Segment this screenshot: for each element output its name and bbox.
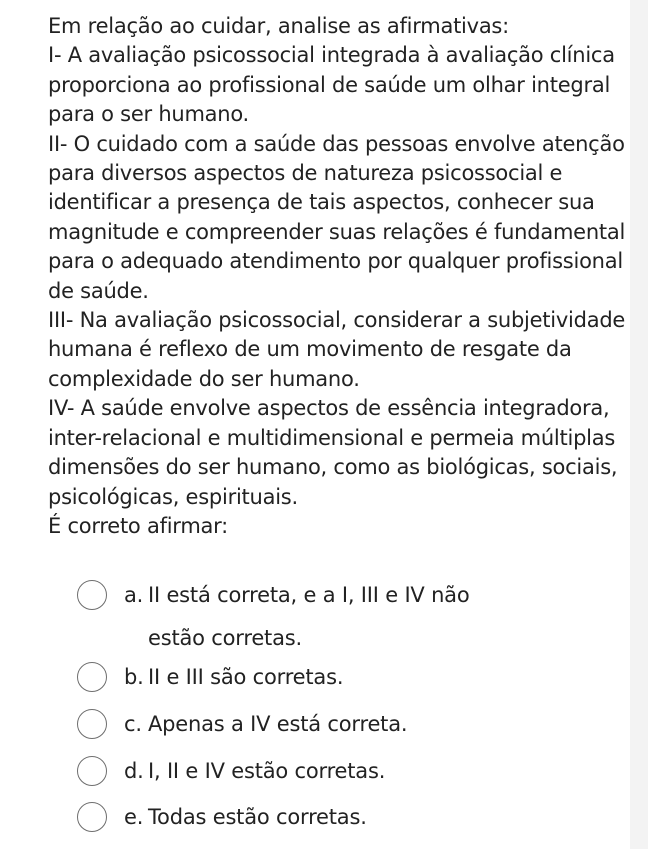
statement-iv: IV- A saúde envolve aspectos de essência integradora, inter-relacional e multidimensional e permeia múltiplas dimensões do ser humano, como as biológicas, sociais, psicológicas, espirituais. [48, 396, 618, 509]
option-label[interactable]: II está correta, e a I, III e IV não estão corretas. [148, 583, 470, 650]
statement-iii: III- Na avaliação psicossocial, considerar a subjetividade humana é reflexo de um movimento de resgate da complexidade do ser humano. [48, 308, 626, 391]
question-prompt: É correto afirmar: [48, 513, 228, 538]
option-letter: d. [124, 759, 144, 783]
radio-button-d[interactable] [77, 756, 107, 786]
option-label[interactable]: Apenas a IV está correta. [148, 712, 408, 736]
option-label[interactable]: Todas estão corretas. [148, 805, 367, 829]
radio-button-e[interactable] [77, 802, 107, 832]
option-letter: a. [124, 583, 144, 607]
statement-i: I- A avaliação psicossocial integrada à avaliação clínica proporciona ao profissional de saúde um olhar integral para o ser humano. [48, 43, 615, 127]
right-margin-strip [630, 0, 648, 849]
option-letter: e. [124, 805, 144, 829]
option-letter: b. [124, 665, 144, 689]
option-letter: c. [124, 712, 142, 736]
option-label[interactable]: I, II e IV estão corretas. [148, 759, 386, 783]
question-intro: Em relação ao cuidar, analise as afirmativas: [48, 14, 509, 38]
radio-button-a[interactable] [77, 580, 107, 610]
radio-button-c[interactable] [77, 709, 107, 739]
question-text [48, 12, 628, 541]
statement-ii: II- O cuidado com a saúde das pessoas envolve atenção para diversos aspectos de natureza psicossocial e identificar a presença de tais aspectos, conhecer sua magnitude e compreender suas relações é fundamental para o adequado atendimento por qualquer profissional de saúde. [48, 131, 626, 303]
radio-button-b[interactable] [77, 662, 107, 692]
option-label[interactable]: II e III são corretas. [148, 665, 344, 689]
